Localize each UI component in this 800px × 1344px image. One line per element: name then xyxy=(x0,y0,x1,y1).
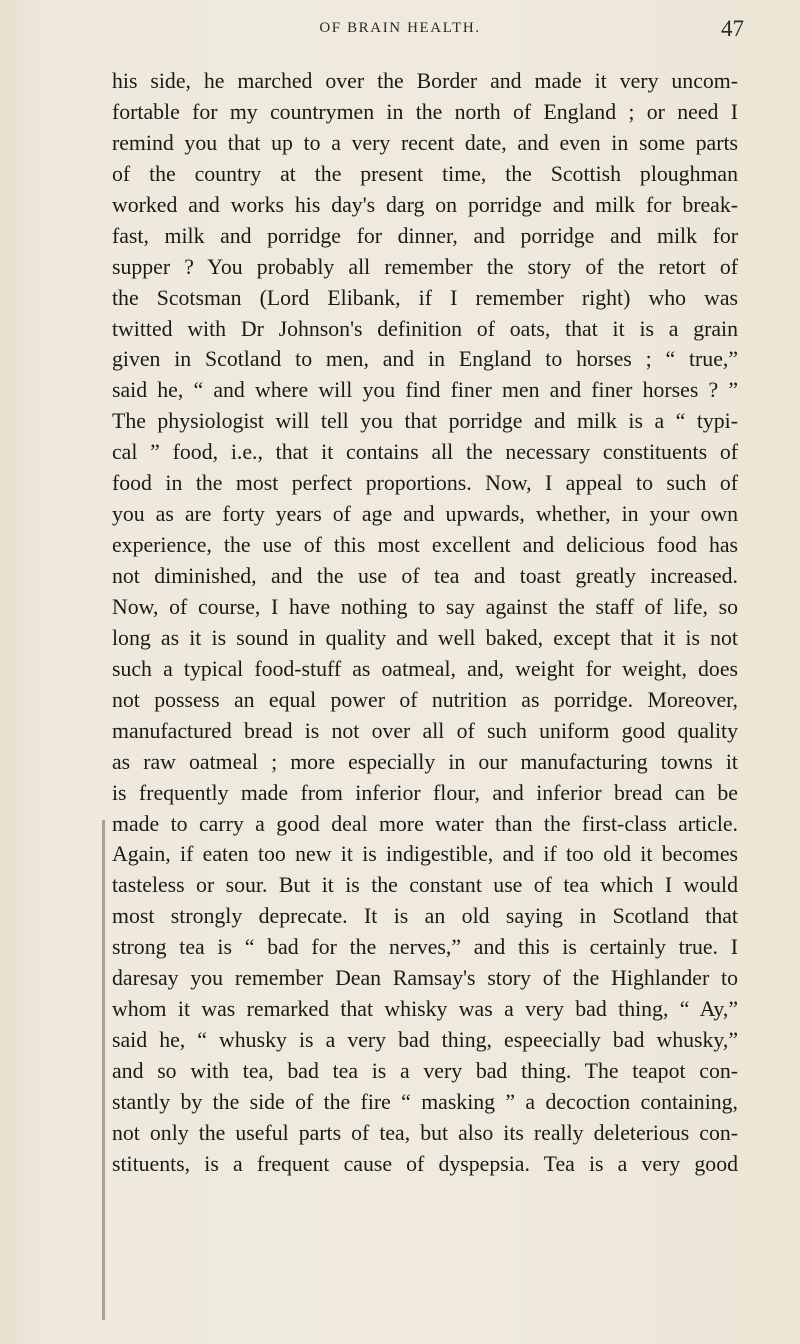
running-head-title: OF BRAIN HEALTH. xyxy=(319,20,481,36)
text-line: and so with tea, bad tea is a very bad thing. The teapot con- xyxy=(112,1059,738,1083)
text-line: made to carry a good deal more water than the first-class article. xyxy=(112,811,738,836)
text-line: The physiologist will tell you that porridge and milk is a “ typi- xyxy=(112,409,738,434)
text-line: such a typical food-stuff as oatmeal, and, weight for weight, does xyxy=(112,656,738,681)
text-line: long as it is sound in quality and well baked, except that it is not xyxy=(112,625,738,650)
text-line: remind you that up to a very recent date, and even in some parts xyxy=(112,130,738,155)
page-number: 47 xyxy=(721,16,744,41)
body-text xyxy=(112,66,738,1180)
text-line: worked and works his day's darg on porridge and milk for break- xyxy=(112,192,738,217)
text-line: stituents, is a frequent cause of dyspepsia. Tea is a very good xyxy=(112,1151,738,1176)
text-line: the Scotsman (Lord Elibank, if I remember right) who was xyxy=(112,285,738,310)
text-line: as raw oatmeal ; more especially in our manufacturing towns it xyxy=(112,749,738,774)
text-line: you as are forty years of age and upwards, whether, in your own xyxy=(112,502,738,527)
text-line: daresay you remember Dean Ramsay's story of the Highlander to xyxy=(112,966,738,991)
text-line: is frequently made from inferior flour, and inferior bread can be xyxy=(112,780,738,805)
text-line: manufactured bread is not over all of such uniform good quality xyxy=(112,718,738,743)
text-line: most strongly deprecate. It is an old saying in Scotland that xyxy=(112,904,738,929)
text-line: fortable for my countrymen in the north of England ; or need I xyxy=(112,99,738,124)
text-line: given in Scotland to men, and in England to horses ; “ true,” xyxy=(112,347,738,372)
running-head xyxy=(0,10,800,50)
text-line: experience, the use of this most excellent and delicious food has xyxy=(112,533,738,558)
text-line: Now, of course, I have nothing to say against the staff of life, so xyxy=(112,594,738,619)
text-line: fast, milk and porridge for dinner, and porridge and milk for xyxy=(112,223,738,248)
text-line: said he, “ whusky is a very bad thing, espeecially bad whusky,” xyxy=(112,1028,738,1053)
text-line: Again, if eaten too new it is indigestible, and if too old it becomes xyxy=(112,842,738,867)
text-line: twitted with Dr Johnson's definition of oats, that it is a grain xyxy=(112,316,738,341)
text-line: not only the useful parts of tea, but also its really deleterious con- xyxy=(112,1120,738,1145)
text-line: strong tea is “ bad for the nerves,” and this is certainly true. I xyxy=(112,935,738,960)
text-line: food in the most perfect proportions. Now, I appeal to such of xyxy=(112,471,738,496)
text-line: said he, “ and where will you find finer men and finer horses ? ” xyxy=(112,378,738,403)
page-edge-shadow xyxy=(102,820,105,1320)
text-line: supper ? You probably all remember the story of the retort of xyxy=(112,254,738,279)
text-line: his side, he marched over the Border and made it very uncom- xyxy=(112,69,738,93)
text-line: not possess an equal power of nutrition as porridge. Moreover, xyxy=(112,687,738,712)
text-line: stantly by the side of the fire “ masking ” a decoction containing, xyxy=(112,1089,738,1114)
text-line: tasteless or sour. But it is the constant use of tea which I would xyxy=(112,873,738,898)
text-line: cal ” food, i.e., that it contains all the necessary constituents of xyxy=(112,440,738,465)
text-line: not diminished, and the use of tea and toast greatly increased. xyxy=(112,564,738,588)
text-line: of the country at the present time, the Scottish ploughman xyxy=(112,161,738,186)
text-line: whom it was remarked that whisky was a very bad thing, “ Ay,” xyxy=(112,997,738,1022)
